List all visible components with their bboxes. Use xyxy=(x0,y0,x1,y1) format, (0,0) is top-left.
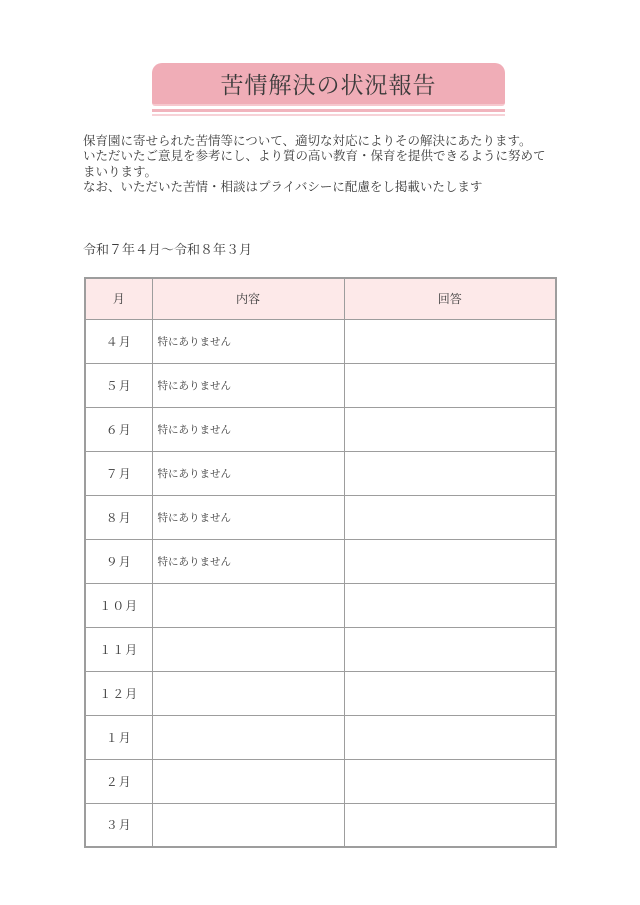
answer-cell xyxy=(344,407,556,451)
table-row xyxy=(85,407,556,451)
table-row xyxy=(85,495,556,539)
month-cell: ３月 xyxy=(85,803,152,847)
month-cell: １２月 xyxy=(85,671,152,715)
table-row xyxy=(85,671,556,715)
answer-cell xyxy=(344,363,556,407)
answer-cell xyxy=(344,495,556,539)
answer-cell xyxy=(344,583,556,627)
intro-paragraph xyxy=(83,134,583,196)
answer-cell xyxy=(344,627,556,671)
table-header-answer: 回答 xyxy=(344,278,556,319)
month-cell: ４月 xyxy=(85,319,152,363)
report-table-body xyxy=(85,319,556,847)
table-row xyxy=(85,319,556,363)
banner-stripe-thick xyxy=(152,109,505,112)
answer-cell xyxy=(344,759,556,803)
month-cell: ６月 xyxy=(85,407,152,451)
report-table xyxy=(84,277,557,848)
table-row xyxy=(85,451,556,495)
table-row xyxy=(85,759,556,803)
month-cell: ８月 xyxy=(85,495,152,539)
answer-cell xyxy=(344,451,556,495)
content-cell: 特にありません xyxy=(152,539,344,583)
page-title: 苦情解決の状況報告 xyxy=(220,72,437,98)
content-cell: 特にありません xyxy=(152,407,344,451)
table-row xyxy=(85,539,556,583)
table-row xyxy=(85,583,556,627)
intro-line-3: まいります。 xyxy=(83,164,158,179)
answer-cell xyxy=(344,319,556,363)
month-cell: ９月 xyxy=(85,539,152,583)
table-row xyxy=(85,363,556,407)
table-header-row xyxy=(85,278,556,319)
content-cell: 特にありません xyxy=(152,363,344,407)
intro-line-4: なお、いただいた苦情・相談はプライバシーに配慮をし掲載いたします xyxy=(83,180,483,195)
table-row xyxy=(85,627,556,671)
month-cell: １月 xyxy=(85,715,152,759)
table-row xyxy=(85,715,556,759)
answer-cell xyxy=(344,803,556,847)
content-cell xyxy=(152,803,344,847)
month-cell: ７月 xyxy=(85,451,152,495)
banner-stripe-thin xyxy=(152,114,505,116)
month-cell: ２月 xyxy=(85,759,152,803)
content-cell: 特にありません xyxy=(152,319,344,363)
table-header-month: 月 xyxy=(85,278,152,319)
period-label: 令和７年４月～令和８年３月 xyxy=(83,242,253,257)
intro-line-2: いただいたご意見を参考にし、より質の高い教育・保育を提供できるように努めて xyxy=(83,149,546,164)
month-cell: １１月 xyxy=(85,627,152,671)
answer-cell xyxy=(344,715,556,759)
month-cell: １０月 xyxy=(85,583,152,627)
content-cell xyxy=(152,759,344,803)
answer-cell xyxy=(344,671,556,715)
table-row xyxy=(85,803,556,847)
month-cell: ５月 xyxy=(85,363,152,407)
content-cell: 特にありません xyxy=(152,495,344,539)
content-cell: 特にありません xyxy=(152,451,344,495)
content-cell xyxy=(152,715,344,759)
content-cell xyxy=(152,627,344,671)
answer-cell xyxy=(344,539,556,583)
content-cell xyxy=(152,671,344,715)
table-header-content: 内容 xyxy=(152,278,344,319)
content-cell xyxy=(152,583,344,627)
title-banner xyxy=(152,63,505,106)
intro-line-1: 保育園に寄せられた苦情等について、適切な対応によりその解決にあたります。 xyxy=(83,134,532,148)
